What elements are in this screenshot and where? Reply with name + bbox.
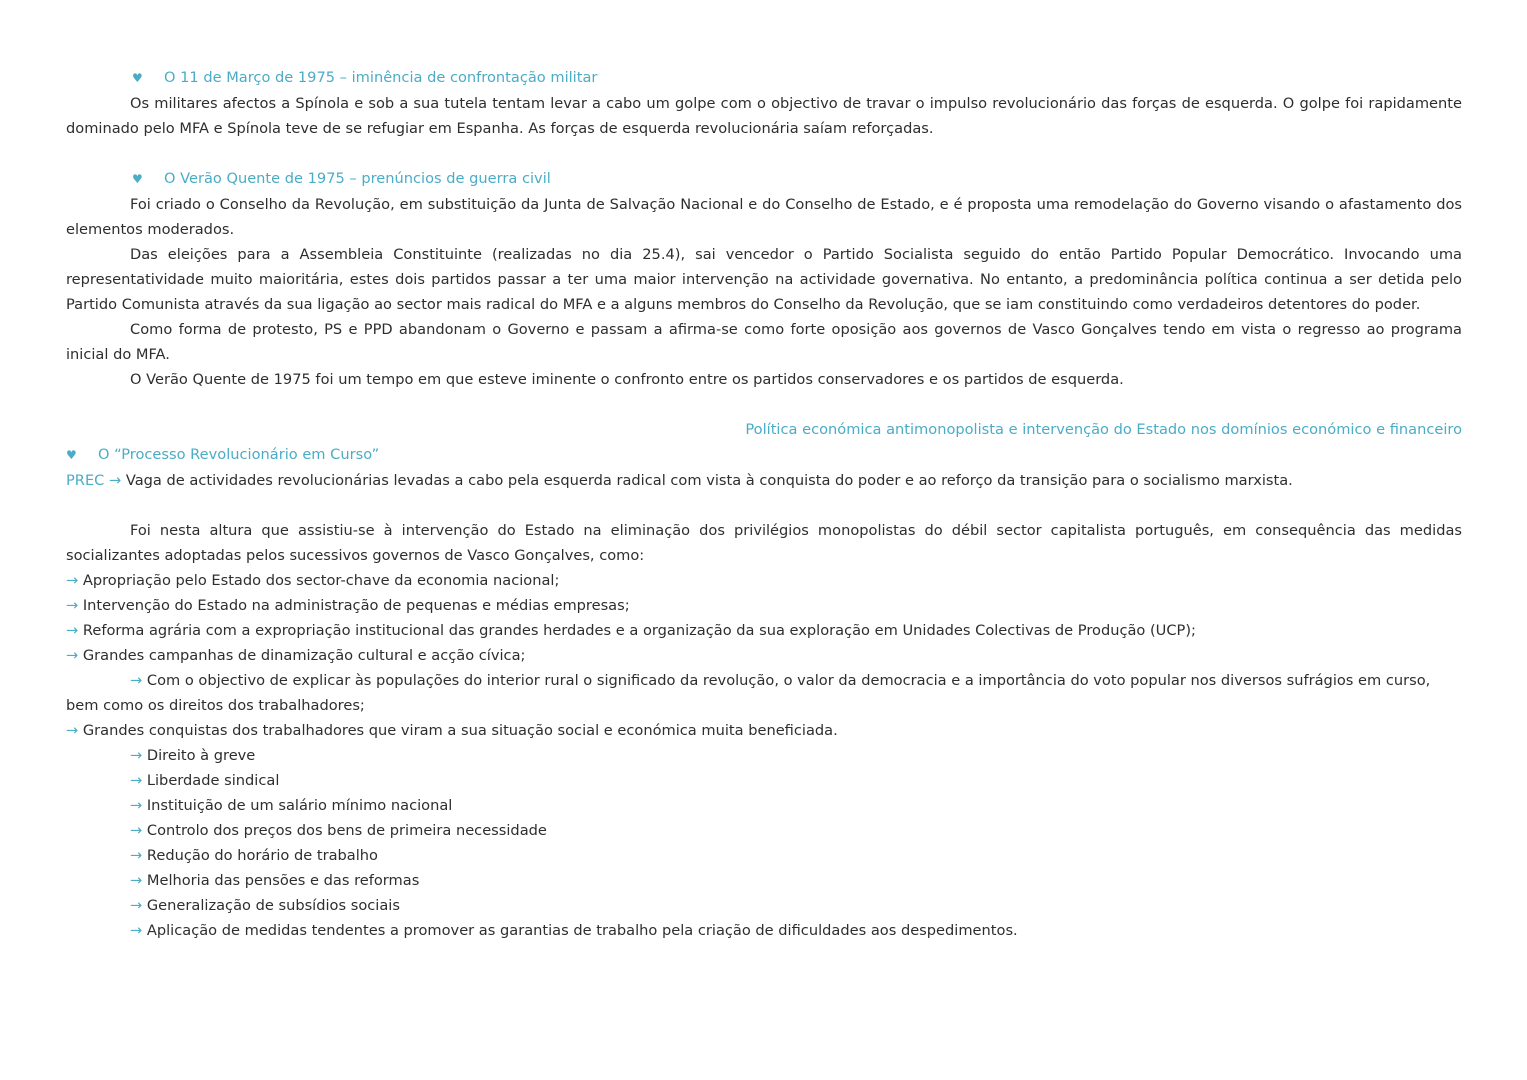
list-item-text: Redução do horário de trabalho [146,847,378,864]
list-item-measure [66,593,1462,618]
spacer [66,392,1462,417]
list-item-text: Aplicação de medidas tendentes a promover as garantias de trabalho pela criação de dificuldades aos despedimentos. [146,922,1018,939]
arrow-right-icon: → [130,897,143,914]
prec-label: PREC [66,472,105,489]
paragraph-11-marco: Os militares afectos a Spínola e sob a sua tutela tentam levar a cabo um golpe com o objectivo de travar o impulso revolucionário das forças de esquerda. O golpe foi rapidamente dominado pelo MFA e Spínola teve de se refugiar em Espanha. As forças de esquerda revolucionária saíam reforçadas. [66,95,1462,137]
arrow-right-icon: → [66,647,79,664]
sub-list-item-conquest [66,868,1462,893]
sub-list-item-conquest [66,768,1462,793]
heading-text: O Verão Quente de 1975 – prenúncios de guerra civil [164,170,551,187]
list-item-text: Generalização de subsídios sociais [146,897,400,914]
paragraph-eleicoes: Das eleições para a Assembleia Constituinte (realizadas no dia 25.4), sai vencedor o Partido Socialista seguido do então Partido Popular Democrático. Invocando uma representatividade muito maioritária, estes dois partidos passar a ter uma maior intervenção na actividade governativa. No entanto, a predominância política continua a ser detida pelo Partido Comunista através da sua ligação ao sector mais radical do MFA e a alguns membros do Conselho da Revolução, que se iam constituindo como verdadeiros detentores do poder. [66,246,1462,313]
arrow-right-icon: → [130,922,143,939]
arrow-right-icon: → [66,572,79,589]
list-item-text: Direito à greve [146,747,256,764]
list-item-text: Grandes conquistas dos trabalhadores que viram a sua situação social e económica muita beneficiada. [82,722,838,739]
arrow-right-icon: → [130,672,143,689]
arrow-right-icon: → [66,597,79,614]
heart-bullet-icon: ♥ [132,172,143,186]
heart-bullet-icon: ♥ [66,448,77,462]
prec-definition: Vaga de actividades revolucionárias levadas a cabo pela esquerda radical com vista à conquista do poder e ao reforço da transição para o socialismo marxista. [125,472,1293,489]
list-item-text: Intervenção do Estado na administração de pequenas e médias empresas; [82,597,630,614]
paragraph-conselho-revolucao: Foi criado o Conselho da Revolução, em substituição da Junta de Salvação Nacional e do Conselho de Estado, e é proposta uma remodelação do Governo visando o afastamento dos elementos moderados. [66,196,1462,238]
list-item-text: Grandes campanhas de dinamização cultural e acção cívica; [82,647,526,664]
section-heading-11-marco [66,65,1462,91]
list-item-measure [66,568,1462,593]
spacer [66,141,1462,166]
arrow-right-icon: → [130,797,143,814]
list-item-campaign-detail [66,668,1462,718]
sub-list-item-conquest [66,918,1462,943]
arrow-right-icon: → [109,472,122,489]
list-item-text: Com o objectivo de explicar às populações do interior rural o significado da revolução, o valor da democracia e a importância do voto popular nos diversos sufrágios em curso, bem como os direitos dos trabalhadores; [66,672,1431,714]
heading-text: O “Processo Revolucionário em Curso” [98,446,380,463]
arrow-right-icon: → [66,722,79,739]
section-heading-verao-quente [66,166,1462,192]
list-item-text: Liberdade sindical [146,772,280,789]
list-item-text: Reforma agrária com a expropriação institucional das grandes herdades e a organização da sua exploração em Unidades Colectivas de Produção (UCP); [82,622,1196,639]
list-item-text: Instituição de um salário mínimo nacional [146,797,453,814]
list-item-text: Melhoria das pensões e das reformas [146,872,420,889]
sub-list-item-conquest [66,843,1462,868]
heading-text: O 11 de Março de 1975 – iminência de confrontação militar [164,69,598,86]
sub-list-item-conquest [66,893,1462,918]
arrow-right-icon: → [130,822,143,839]
document-page [66,65,1462,943]
section-heading-prec [66,442,1462,468]
list-item-workers [66,718,1462,743]
list-item-text: Apropriação pelo Estado dos sector-chave da economia nacional; [82,572,560,589]
arrow-right-icon: → [66,622,79,639]
sub-list-item-conquest [66,818,1462,843]
list-item-text: Controlo dos preços dos bens de primeira necessidade [146,822,547,839]
section-title-politica-economica: Política económica antimonopolista e intervenção do Estado nos domínios económico e financeiro [745,421,1462,438]
prec-definition-line [66,468,1462,493]
arrow-right-icon: → [130,872,143,889]
paragraph-verao-quente: O Verão Quente de 1975 foi um tempo em que esteve iminente o confronto entre os partidos conservadores e os partidos de esquerda. [130,371,1124,388]
sub-list-item-conquest [66,743,1462,768]
arrow-right-icon: → [130,747,143,764]
heart-bullet-icon: ♥ [132,71,143,85]
paragraph-intervencao-estado: Foi nesta altura que assistiu-se à intervenção do Estado na eliminação dos privilégios monopolistas do débil sector capitalista português, em consequência das medidas socializantes adoptadas pelos sucessivos governos de Vasco Gonçalves, como: [66,522,1462,564]
list-item-measure [66,643,1462,668]
sub-list-item-conquest [66,793,1462,818]
spacer [66,493,1462,518]
list-item-measure [66,618,1462,643]
arrow-right-icon: → [130,847,143,864]
arrow-right-icon: → [130,772,143,789]
paragraph-protesto: Como forma de protesto, PS e PPD abandonam o Governo e passam a afirma-se como forte oposição aos governos de Vasco Gonçalves tendo em vista o regresso ao programa inicial do MFA. [66,321,1462,363]
